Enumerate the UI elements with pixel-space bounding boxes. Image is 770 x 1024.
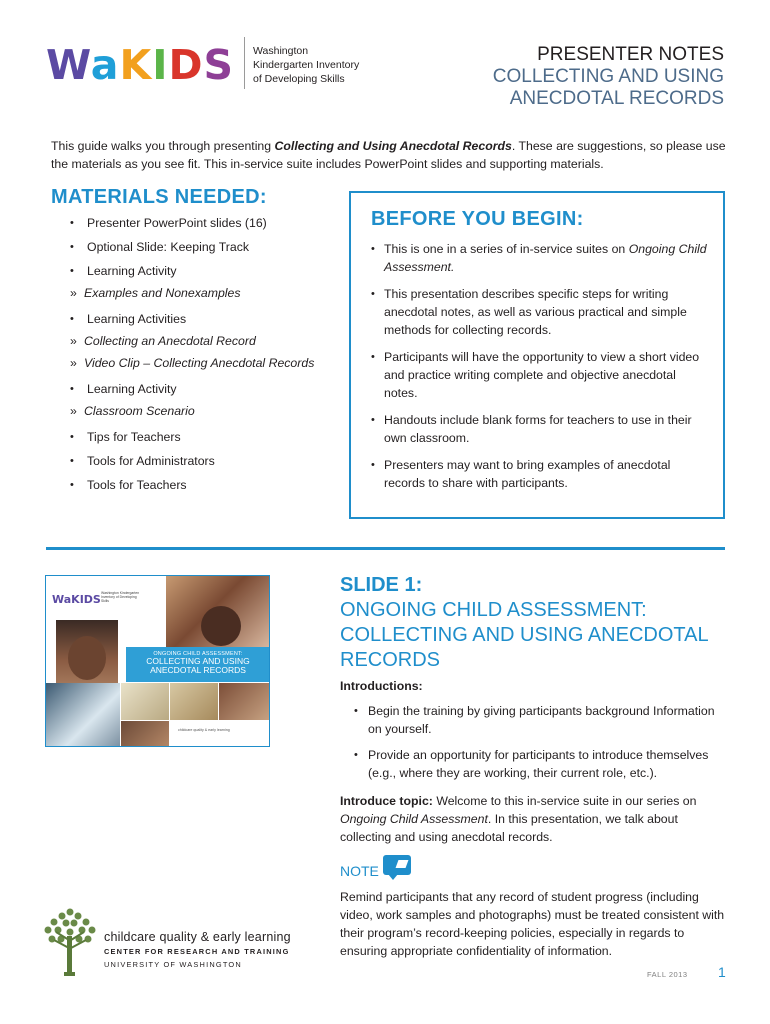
thumbnail-banner-title: COLLECTING AND USING xyxy=(146,656,250,666)
materials-subitem: » Classroom Scenario xyxy=(70,402,340,420)
thumbnail-banner xyxy=(126,647,270,682)
materials-item: • Learning Activities xyxy=(70,310,340,328)
section-divider xyxy=(46,547,725,550)
slide-thumbnail xyxy=(45,575,270,747)
logo-letter: I xyxy=(152,41,169,89)
materials-list xyxy=(70,214,340,494)
document-title xyxy=(493,44,724,110)
topic-label: Introduce topic: xyxy=(340,794,433,808)
logo-letter: a xyxy=(90,41,120,89)
thumbnail-logo: WaKIDS xyxy=(52,593,101,606)
materials-item: • Learning Activity xyxy=(70,262,340,280)
document-title-line: COLLECTING AND USING xyxy=(492,66,724,87)
slide-title-line: COLLECTING AND USING ANECDOTAL xyxy=(340,624,709,646)
materials-item: • Presenter PowerPoint slides (16) xyxy=(70,214,340,232)
document-date: FALL 2013 xyxy=(647,970,688,979)
before-item xyxy=(371,240,711,276)
document-title-line: ANECDOTAL RECORDS xyxy=(509,88,724,109)
logo-divider xyxy=(244,37,245,89)
thumbnail-banner-title: ANECDOTAL RECORDS xyxy=(150,665,246,675)
topic-emphasis: Ongoing Child Assessment xyxy=(340,812,488,826)
pencil-icon xyxy=(396,860,409,868)
before-item: • Presenters may want to bring examples of anecdotal records to share with participants. xyxy=(371,456,711,492)
logo-subtitle xyxy=(253,44,359,86)
before-item: • Participants will have the opportunity to view a short video and practice writing complete and objective anecdotal notes. xyxy=(371,348,711,402)
logo-letter: S xyxy=(203,41,235,89)
logo-letter: D xyxy=(168,41,204,89)
thumbnail-photo xyxy=(121,683,169,720)
logo-subtitle-line: Kindergarten Inventory xyxy=(253,59,360,71)
logo-subtitle-line: Washington xyxy=(253,45,309,57)
topic-text: . In this presentation, we talk about collecting and using anecdotal records. xyxy=(340,812,678,844)
note-text: Remind participants that any record of student progress (including video, work samples and photographs) must be treated consistent with their program’s record-keeping policies, especially in regards to ensuring appropriate confidentiality of information. xyxy=(340,890,725,958)
intro-text: This guide walks you through presenting xyxy=(51,139,275,153)
introductions-list xyxy=(354,702,729,790)
slide-title xyxy=(340,573,740,673)
document-title-line: PRESENTER NOTES xyxy=(537,44,724,65)
thumbnail-photo xyxy=(170,683,218,720)
materials-subitem: » Video Clip – Collecting Anecdotal Records xyxy=(70,354,340,372)
thumbnail-photo xyxy=(219,683,270,720)
thumbnail-footer: childcare quality & early learning xyxy=(178,728,230,732)
slide-title-line: ONGOING CHILD ASSESSMENT: xyxy=(340,599,647,621)
materials-item: • Tools for Teachers xyxy=(70,476,340,494)
materials-subitem: » Examples and Nonexamples xyxy=(70,284,340,302)
thumbnail-logo-subtitle: Washington Kindergarten Inventory of Developing Skills xyxy=(101,591,140,603)
thumbnail-photo-detail xyxy=(68,636,106,680)
org-name: childcare quality & early learning xyxy=(104,930,291,944)
materials-item: • Tips for Teachers xyxy=(70,428,340,446)
before-item-emphasis: Ongoing Child Assessment. xyxy=(384,242,707,274)
materials-item: • Learning Activity xyxy=(70,380,340,398)
org-university: UNIVERSITY OF WASHINGTON xyxy=(104,960,242,969)
page-number: 1 xyxy=(718,964,726,980)
introductions-label: Introductions: xyxy=(340,679,423,693)
before-list xyxy=(371,240,711,501)
materials-heading: MATERIALS NEEDED: xyxy=(51,186,267,208)
wakids-logo xyxy=(46,42,234,88)
tree-logo-icon xyxy=(40,906,100,978)
intro-paragraph xyxy=(51,137,731,173)
slide-title-line: RECORDS xyxy=(340,649,441,671)
before-item: • Handouts include blank forms for teachers to use in their own classroom. xyxy=(371,411,711,447)
materials-subitem: » Collecting an Anecdotal Record xyxy=(70,332,340,350)
note-label: NOTE xyxy=(340,863,379,879)
before-item: • This presentation describes specific steps for writing anecdotal notes, as well as various practical and simple methods for collecting records. xyxy=(371,285,711,339)
topic-text: Welcome to this in-service suite in our series on xyxy=(432,794,697,808)
thumbnail-banner-subtitle: ONGOING CHILD ASSESSMENT: xyxy=(153,651,243,657)
intro-text: . These are suggestions, so please use the materials as you see fit. This in-service suite includes PowerPoint slides and supporting materials. xyxy=(51,139,726,171)
note-icon xyxy=(383,855,411,875)
logo-letter: K xyxy=(119,41,153,89)
slide-number: SLIDE 1: xyxy=(340,574,423,596)
thumbnail-photo-detail xyxy=(201,606,241,646)
thumbnail-photo xyxy=(121,721,169,747)
logo-subtitle-line: of Developing Skills xyxy=(253,73,345,85)
thumbnail-photo xyxy=(46,683,120,747)
introductions-item: • Begin the training by giving participants background Information on yourself. xyxy=(354,702,729,738)
intro-emphasis: Collecting and Using Anecdotal Records xyxy=(274,139,512,153)
logo-letter: W xyxy=(46,41,91,89)
introduce-topic-paragraph xyxy=(340,792,725,846)
before-heading: BEFORE YOU BEGIN: xyxy=(371,208,584,230)
before-item-text: This is one in a series of in-service suites on xyxy=(384,242,629,256)
materials-item: • Optional Slide: Keeping Track xyxy=(70,238,340,256)
introductions-item: • Provide an opportunity for participants to introduce themselves (e.g., where they are working, their current role, etc.). xyxy=(354,746,729,782)
materials-item: • Tools for Administrators xyxy=(70,452,340,470)
org-center: CENTER FOR RESEARCH AND TRAINING xyxy=(104,947,290,956)
